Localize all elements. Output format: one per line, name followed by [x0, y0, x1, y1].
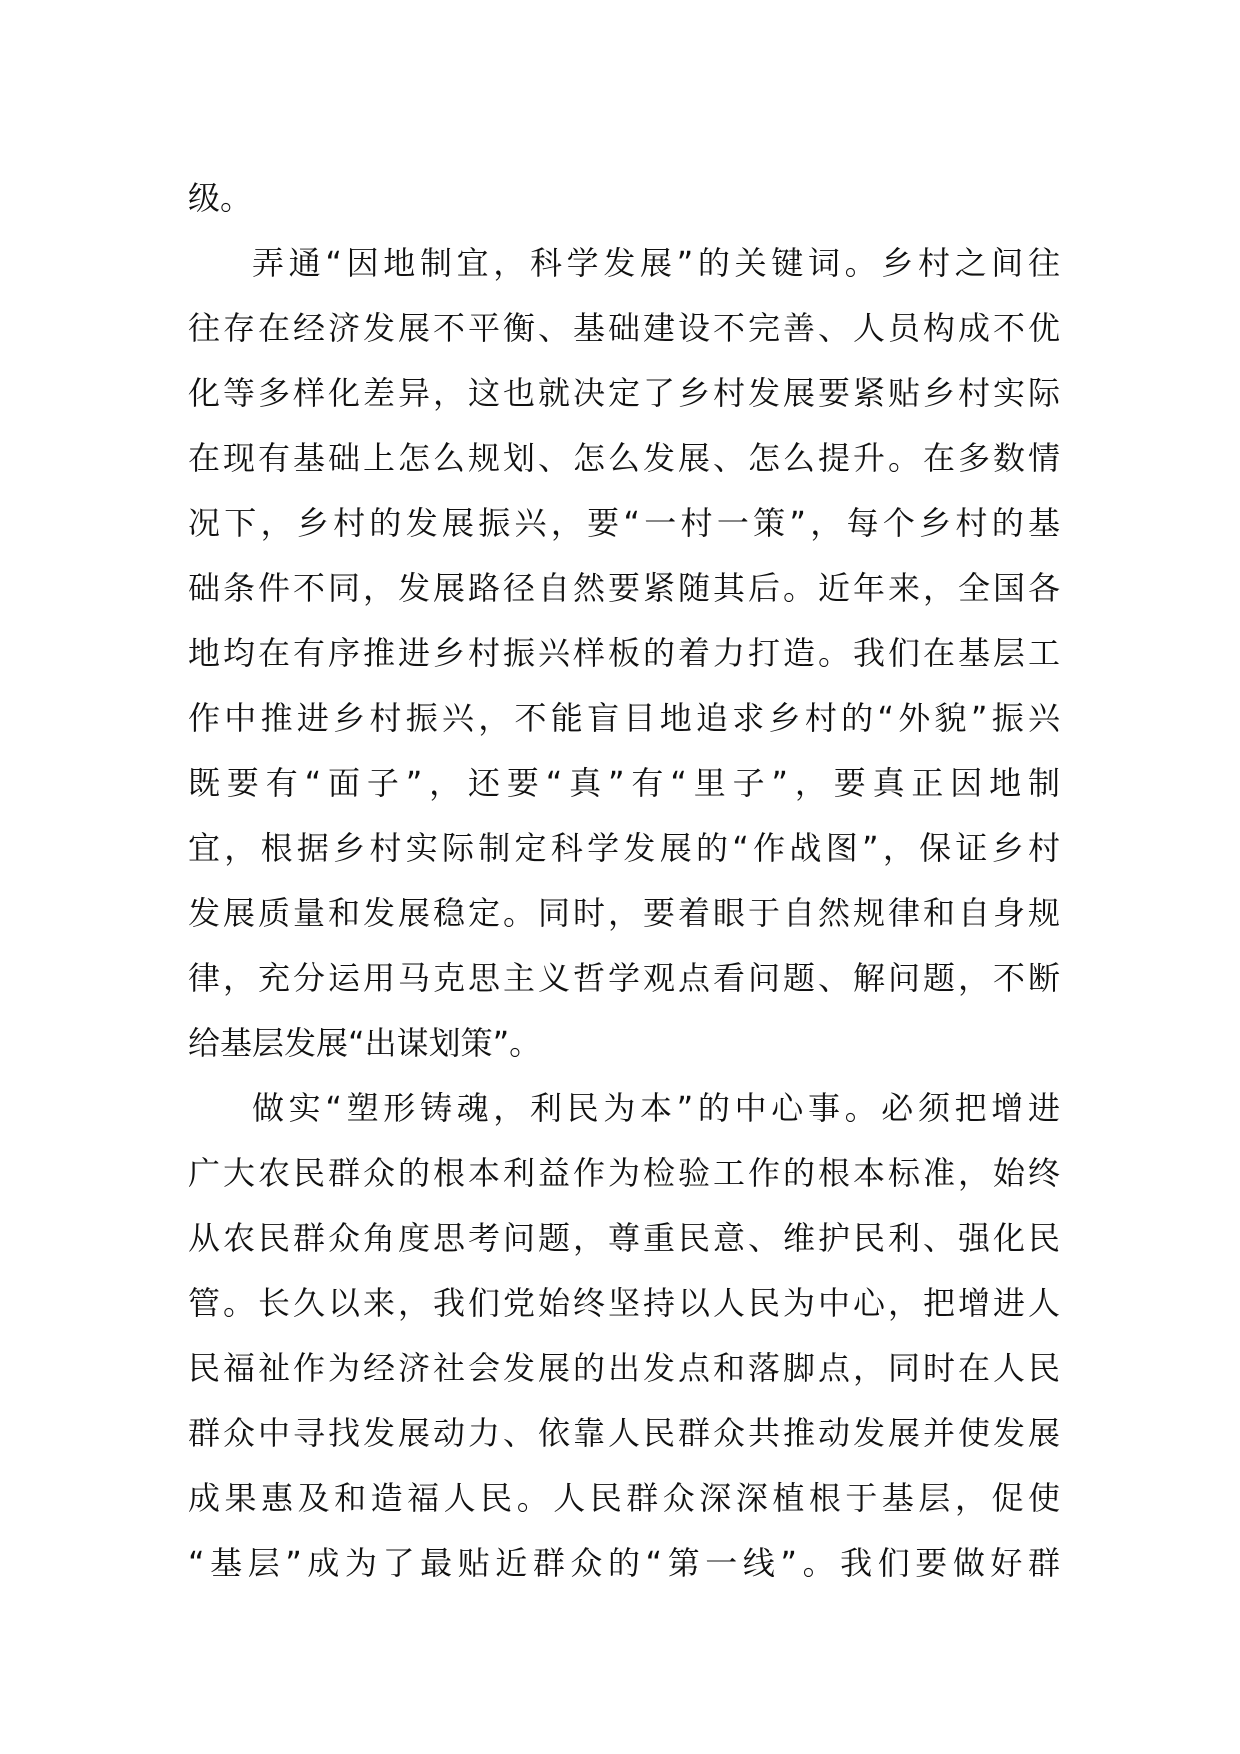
text-line: 管。长久以来，我们党始终坚持以人民为中心，把增进人	[188, 1284, 1060, 1322]
text-line: 群众中寻找发展动力、依靠人民群众共推动发展并使发展	[188, 1414, 1060, 1452]
text-line: 化等多样化差异，这也就决定了乡村发展要紧贴乡村实际	[188, 374, 1060, 412]
text-line: 发展质量和发展稳定。同时，要着眼于自然规律和自身规	[188, 894, 1060, 932]
text-line: 宜，根据乡村实际制定科学发展的“作战图”，保证乡村	[188, 829, 1060, 867]
text-line: 给基层发展“出谋划策”。	[188, 1024, 542, 1062]
text-line: 况下，乡村的发展振兴，要“一村一策”，每个乡村的基	[188, 504, 1060, 542]
text-line: 广大农民群众的根本利益作为检验工作的根本标准，始终	[188, 1154, 1060, 1192]
text-line: 弄通“因地制宜，科学发展”的关键词。乡村之间往	[252, 244, 1060, 282]
text-line: 级。	[188, 179, 253, 217]
text-line: 作中推进乡村振兴，不能盲目地追求乡村的“外貌”振兴	[188, 699, 1060, 737]
text-line: 律，充分运用马克思主义哲学观点看问题、解问题，不断	[188, 959, 1060, 997]
text-line: 做实“塑形铸魂，利民为本”的中心事。必须把增进	[252, 1089, 1060, 1127]
text-line: 成果惠及和造福人民。人民群众深深植根于基层，促使	[188, 1479, 1060, 1517]
text-line: 地均在有序推进乡村振兴样板的着力打造。我们在基层工	[188, 634, 1060, 672]
text-line: 既要有“面子”，还要“真”有“里子”，要真正因地制	[188, 764, 1060, 802]
text-line: 往存在经济发展不平衡、基础建设不完善、人员构成不优	[188, 309, 1060, 347]
text-line: “基层”成为了最贴近群众的“第一线”。我们要做好群	[188, 1544, 1060, 1582]
document-body	[188, 166, 1060, 1596]
text-line: 在现有基础上怎么规划、怎么发展、怎么提升。在多数情	[188, 439, 1060, 477]
text-line: 从农民群众角度思考问题，尊重民意、维护民利、强化民	[188, 1219, 1060, 1257]
text-line: 础条件不同，发展路径自然要紧随其后。近年来，全国各	[188, 569, 1060, 607]
text-line: 民福祉作为经济社会发展的出发点和落脚点，同时在人民	[188, 1349, 1060, 1387]
